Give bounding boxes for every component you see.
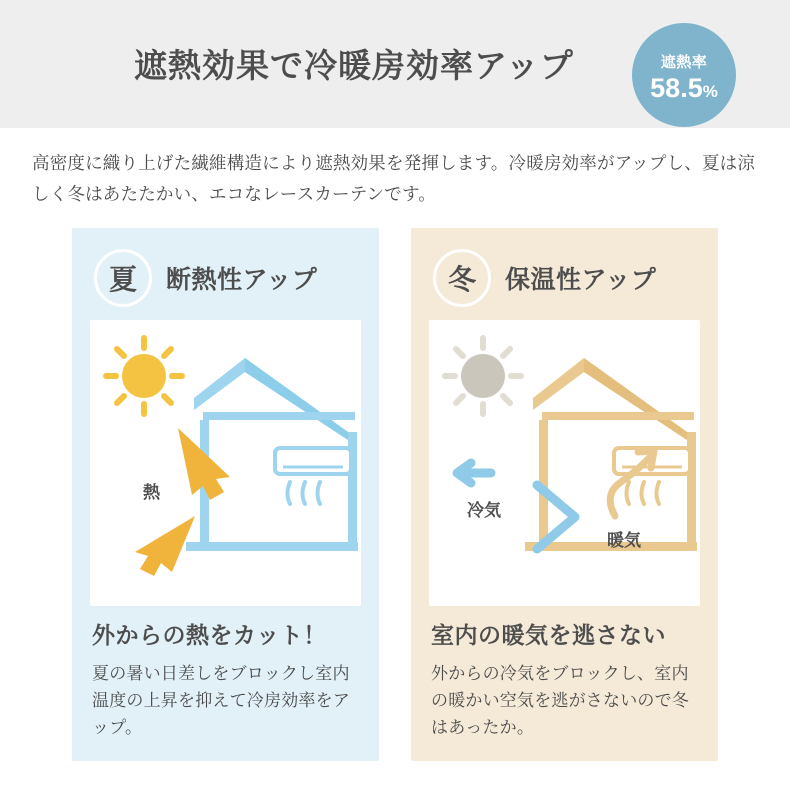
lead-paragraph: 高密度に織り上げた繊維構造により遮熱効果を発揮します。冷暖房効率がアップし、夏は涼しく冬はあたたかい、エコなレースカーテンです。: [32, 153, 756, 204]
panel-winter-head: [429, 246, 700, 310]
winter-label-cold: 冷気: [467, 501, 501, 520]
panel-summer-head: [90, 246, 361, 310]
sun-icon: [106, 338, 182, 414]
status-badge: [632, 23, 736, 127]
panel-winter-body: 外からの冷気をブロックし、室内の暖かい空気を逃がさないので冬はあったか。: [431, 663, 689, 737]
season-mark-summer: 夏: [94, 249, 152, 307]
badge-label: 遮熱率: [660, 53, 708, 71]
sun-icon: [445, 338, 521, 414]
panel-summer-illustration: [90, 320, 361, 606]
panel-winter-illustration: [429, 320, 700, 606]
panel-summer: [72, 228, 379, 761]
winter-label-warm: 暖気: [607, 531, 641, 550]
summer-label-heat: 熱: [143, 483, 160, 502]
summer-diagram-svg: [90, 320, 361, 606]
badge-unit: %: [702, 81, 718, 101]
header: [0, 0, 790, 128]
page-title: 遮熱効果で冷暖房効率アップ: [134, 47, 574, 84]
badge-number: 58.5: [650, 72, 703, 103]
badge-value: [650, 74, 718, 104]
panel-winter: [411, 228, 718, 761]
panels-container: [72, 228, 718, 761]
panel-summer-title: 断熱性アップ: [166, 266, 318, 294]
season-mark-winter: 冬: [433, 249, 491, 307]
panel-summer-caption: 外からの熱をカット！: [92, 622, 327, 648]
winter-diagram-svg: [429, 320, 700, 606]
panel-winter-title: 保温性アップ: [505, 266, 657, 294]
panel-summer-body: 夏の暑い日差しをブロックし室内温度の上昇を抑えて冷房効率をアップ。: [92, 663, 350, 737]
air-conditioner-icon: [275, 448, 351, 504]
panel-winter-caption: 室内の暖気を逃さない: [431, 622, 666, 648]
